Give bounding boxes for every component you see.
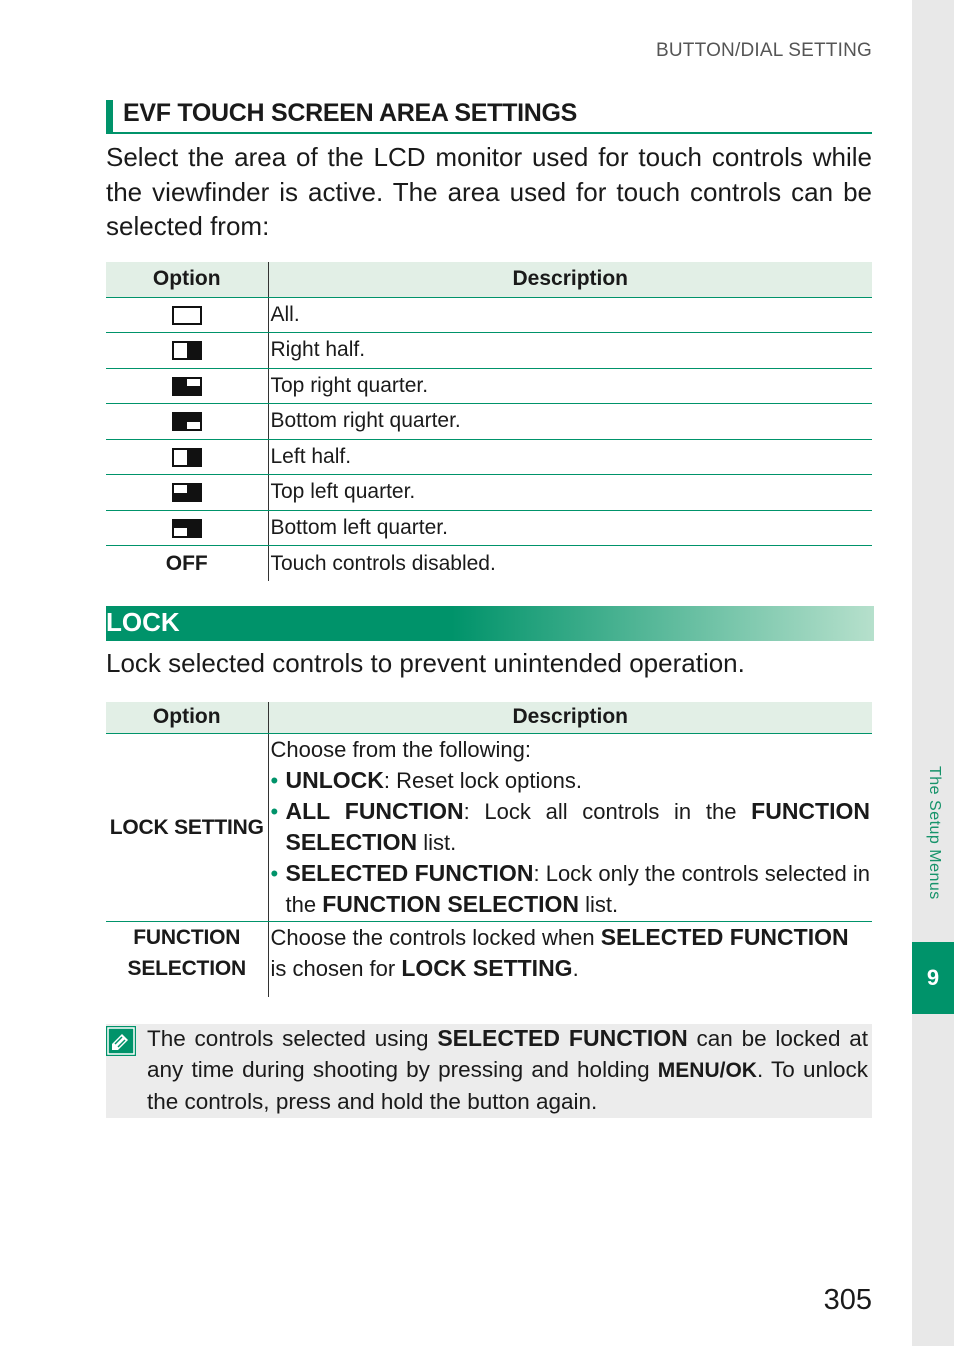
top-left-quarter-icon	[172, 483, 202, 502]
note-box	[106, 1024, 872, 1118]
option-name-line: FUNCTION	[133, 925, 241, 949]
description-text: .	[572, 955, 579, 981]
page-number: 305	[823, 1284, 872, 1316]
table-header-row	[106, 702, 872, 733]
column-header-option: Option	[106, 702, 268, 733]
option-cell	[106, 921, 268, 997]
all-area-icon	[172, 306, 202, 325]
table-row	[106, 439, 872, 475]
option-keyword: UNLOCK	[285, 766, 384, 793]
list-item-text: list.	[417, 829, 457, 855]
table-header-row	[106, 262, 872, 297]
list-item-text: : Lock only the controls selected in the	[285, 860, 871, 917]
description-cell: Bottom left quarter.	[268, 510, 872, 546]
description-text: Choose the controls locked when	[270, 924, 601, 950]
option-cell	[106, 510, 268, 546]
description-cell: All.	[268, 297, 872, 333]
description-cell: Top left quarter.	[268, 475, 872, 511]
note-text-part: The controls selected using	[147, 1026, 438, 1051]
option-cell	[106, 546, 268, 582]
list-item-text: : Reset lock options.	[383, 767, 582, 793]
option-keyword: SELECTED FUNCTION	[437, 1025, 688, 1051]
option-cell	[106, 333, 268, 369]
option-keyword: LOCK SETTING	[401, 954, 573, 981]
option-cell	[106, 439, 268, 475]
option-keyword: FUNCTION SELECTION	[322, 890, 580, 917]
side-strip	[912, 0, 954, 1346]
bottom-right-quarter-icon	[172, 412, 202, 431]
bullet-icon: •	[270, 767, 279, 793]
off-label: OFF	[165, 551, 208, 575]
option-cell	[106, 297, 268, 333]
note-text-part: . To unlock the controls, press and hold the button again.	[147, 1057, 868, 1114]
option-cell	[106, 404, 268, 440]
table-row	[106, 921, 872, 997]
table-row	[106, 333, 872, 369]
section-heading-lock	[106, 606, 874, 641]
top-right-quarter-icon	[172, 377, 202, 396]
note-icon	[106, 1026, 136, 1056]
description-text: is chosen for	[270, 955, 402, 981]
description-cell	[268, 733, 872, 921]
section-title: EVF TOUCH SCREEN AREA SETTINGS	[123, 99, 578, 127]
left-half-icon	[172, 448, 202, 467]
list-item	[271, 858, 871, 920]
description-cell: Top right quarter.	[268, 368, 872, 404]
option-name-line: SELECTION	[127, 956, 246, 980]
section-heading-evf-touch	[106, 98, 872, 134]
column-header-description: Description	[268, 702, 872, 733]
note-text	[147, 1023, 868, 1117]
list-item-text: list.	[579, 891, 619, 917]
description-lead: Choose from the following:	[270, 736, 531, 762]
bullet-icon: •	[270, 860, 279, 886]
chapter-side-label: The Setup Menus	[926, 766, 943, 900]
description-cell: Touch controls disabled.	[270, 551, 496, 575]
description-cell: Bottom right quarter.	[268, 404, 872, 440]
table-row	[106, 510, 872, 546]
description-cell	[268, 921, 872, 997]
heading-accent-bar	[106, 100, 113, 132]
table-row	[106, 368, 872, 404]
option-keyword: ALL FUNCTION	[285, 797, 464, 824]
running-head: BUTTON/DIAL SETTING	[656, 40, 872, 61]
section-intro: Lock selected controls to prevent unintended operation.	[106, 648, 745, 678]
table-row	[106, 475, 872, 511]
chapter-tab[interactable]: 9	[912, 942, 954, 1014]
right-half-icon	[172, 341, 202, 360]
description-cell: Right half.	[268, 333, 872, 369]
lock-table	[106, 702, 872, 997]
option-keyword: SELECTED FUNCTION	[285, 859, 534, 886]
bullet-icon: •	[270, 798, 279, 824]
list-item	[271, 765, 871, 796]
bottom-left-quarter-icon	[172, 519, 202, 538]
column-header-description: Description	[268, 262, 872, 297]
list-item	[271, 796, 871, 858]
option-cell	[106, 368, 268, 404]
table-row	[106, 297, 872, 333]
note-text-part: can be locked at any time during shooting by pressing and holding	[147, 1026, 869, 1082]
description-cell: Left half.	[268, 439, 872, 475]
option-cell: LOCK SETTING	[106, 733, 268, 921]
table-row	[106, 733, 872, 921]
section-intro: Select the area of the LCD monitor used for touch controls while the viewfinder is active. The area used for touch controls can be selected from:	[106, 142, 872, 241]
option-keyword: SELECTED FUNCTION	[600, 923, 849, 950]
column-header-option: Option	[106, 262, 268, 297]
menu-ok-button-label: MENU/OK	[657, 1059, 757, 1082]
table-row	[106, 546, 872, 582]
table-row	[106, 404, 872, 440]
section-title: LOCK	[106, 607, 180, 637]
option-cell	[106, 475, 268, 511]
list-item-text: : Lock all controls in the	[463, 798, 752, 824]
option-keyword: FUNCTION SELECTION	[285, 797, 870, 855]
touch-area-table	[106, 262, 872, 581]
